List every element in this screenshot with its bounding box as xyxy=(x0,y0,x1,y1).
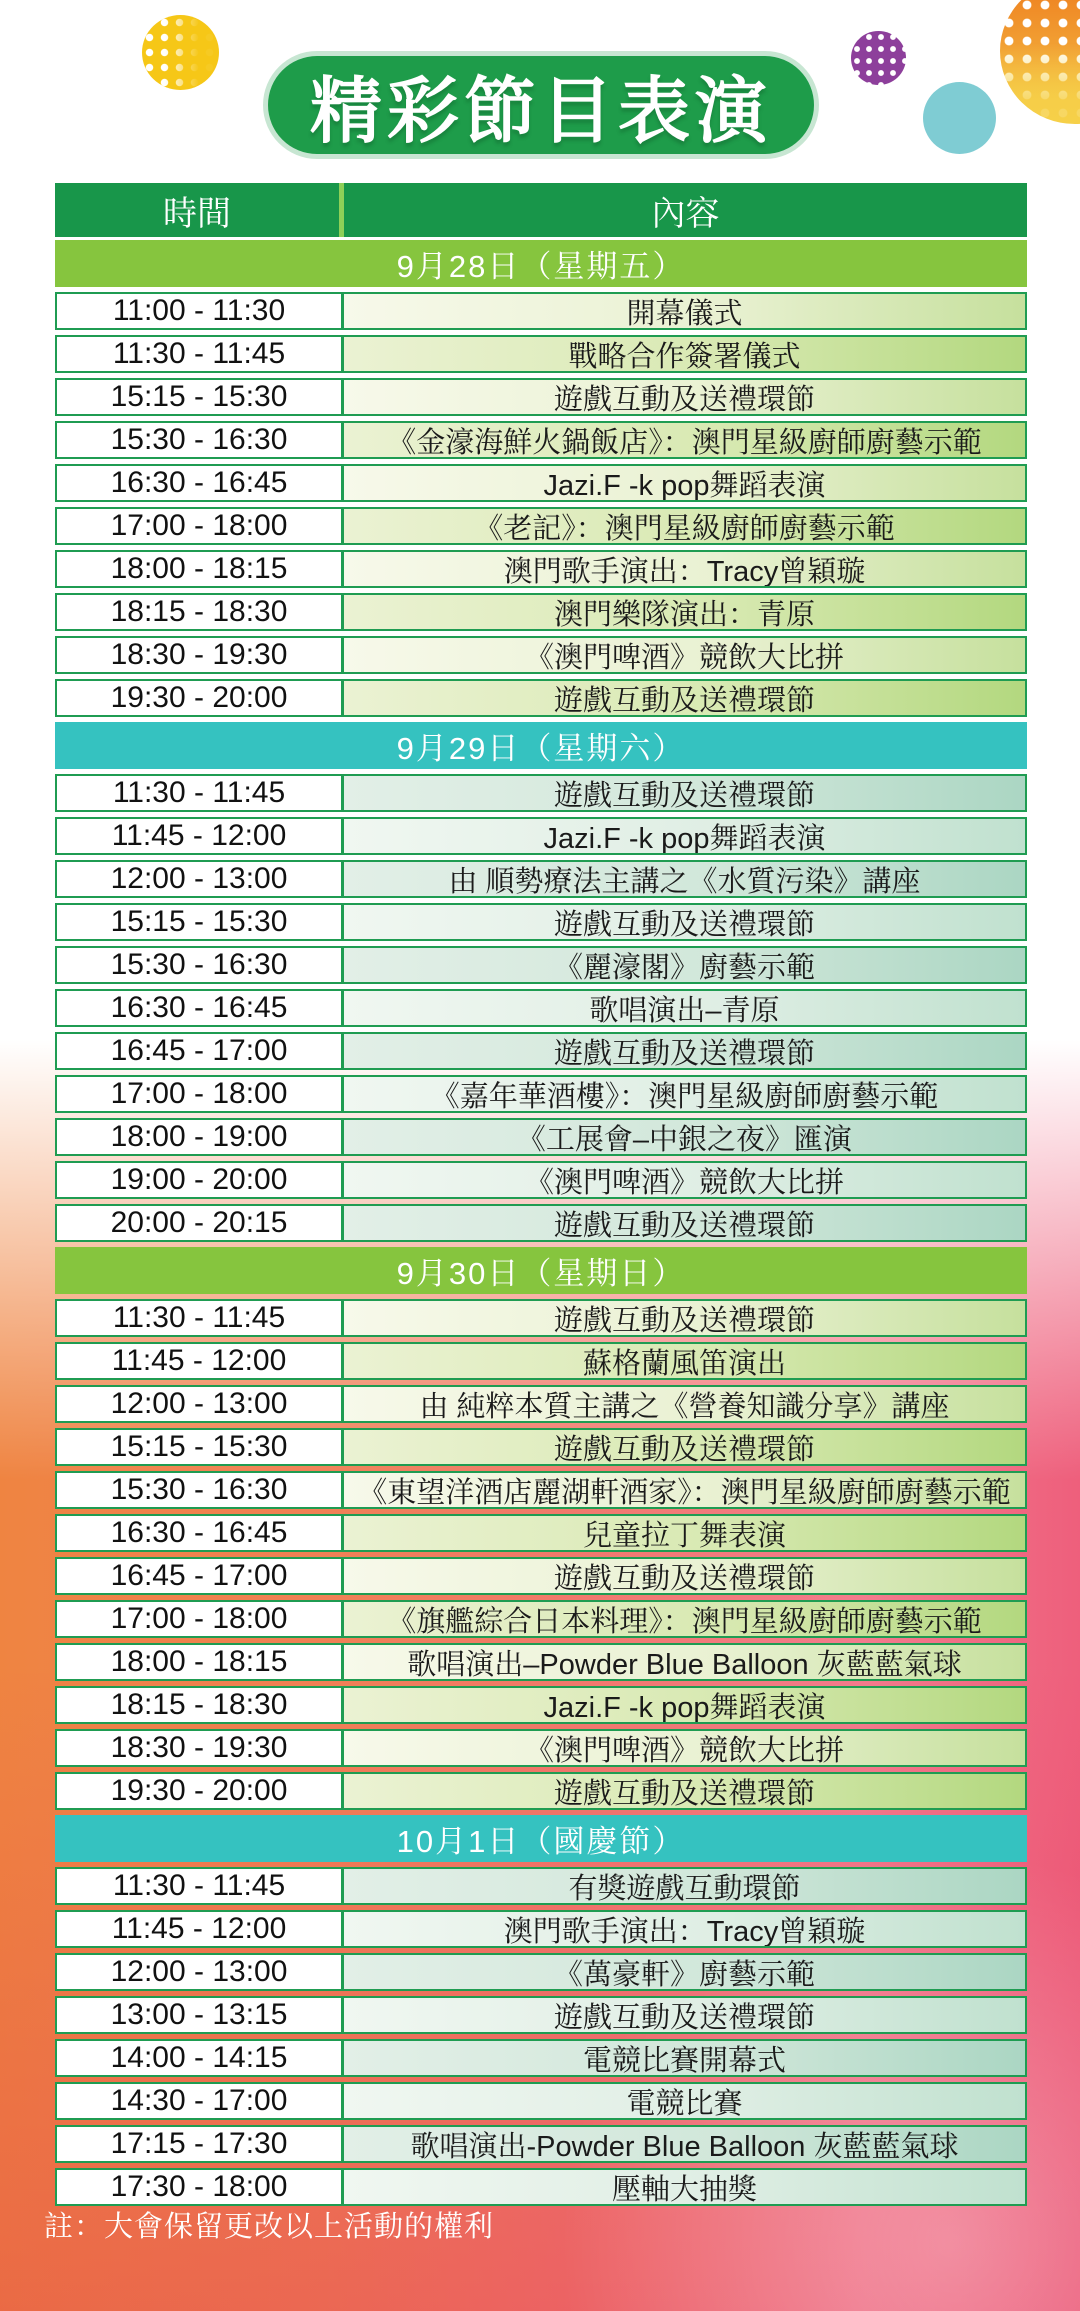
table-row xyxy=(55,2039,1027,2077)
table-row xyxy=(55,989,1027,1027)
table-row xyxy=(55,1910,1027,1948)
time-cell: 19:30 - 20:00 xyxy=(57,681,344,715)
content-cell: 有獎遊戲互動環節 xyxy=(344,1869,1025,1903)
time-cell: 19:00 - 20:00 xyxy=(57,1163,344,1197)
content-cell: 遊戲互動及送禮環節 xyxy=(344,380,1025,414)
content-cell: 遊戲互動及送禮環節 xyxy=(344,776,1025,810)
time-cell: 16:30 - 16:45 xyxy=(57,1516,344,1550)
content-cell: 《東望洋酒店麗湖軒酒家》：澳門星級廚師廚藝示範 xyxy=(344,1473,1025,1507)
time-cell: 11:45 - 12:00 xyxy=(57,1912,344,1946)
table-row xyxy=(55,1342,1027,1380)
time-cell: 16:45 - 17:00 xyxy=(57,1034,344,1068)
time-cell: 12:00 - 13:00 xyxy=(57,862,344,896)
content-cell: 《旗艦綜合日本料理》：澳門星級廚師廚藝示範 xyxy=(344,1602,1025,1636)
content-cell: 《金濠海鮮火鍋飯店》：澳門星級廚師廚藝示範 xyxy=(344,423,1025,457)
table-row xyxy=(55,335,1027,373)
table-row xyxy=(55,817,1027,855)
time-cell: 18:00 - 18:15 xyxy=(57,552,344,586)
content-cell: Jazi.F -k pop舞蹈表演 xyxy=(344,466,1025,500)
time-cell: 11:45 - 12:00 xyxy=(57,1344,344,1378)
table-row xyxy=(55,1867,1027,1905)
table-row xyxy=(55,550,1027,588)
column-header-content: 內容 xyxy=(651,194,720,233)
content-cell: 開幕儀式 xyxy=(344,294,1025,328)
table-row xyxy=(55,860,1027,898)
content-cell: 遊戲互動及送禮環節 xyxy=(344,1559,1025,1593)
time-cell: 12:00 - 13:00 xyxy=(57,1955,344,1989)
time-cell: 18:00 - 19:00 xyxy=(57,1120,344,1154)
date-section-row: 9月29日（星期六） xyxy=(55,722,1027,769)
time-cell: 17:30 - 18:00 xyxy=(57,2170,344,2204)
table-row xyxy=(55,1953,1027,1991)
table-body xyxy=(55,240,1027,2206)
table-row xyxy=(55,378,1027,416)
table-row xyxy=(55,1075,1027,1113)
date-section-row: 9月28日（星期五） xyxy=(55,240,1027,287)
table-row xyxy=(55,1032,1027,1070)
content-cell: 澳門歌手演出：Tracy曾穎璇 xyxy=(344,1912,1025,1946)
time-cell: 15:30 - 16:30 xyxy=(57,1473,344,1507)
time-cell: 18:00 - 18:15 xyxy=(57,1645,344,1679)
table-row xyxy=(55,1299,1027,1337)
table-row xyxy=(55,2125,1027,2163)
time-cell: 11:45 - 12:00 xyxy=(57,819,344,853)
time-cell: 15:15 - 15:30 xyxy=(57,380,344,414)
content-cell: 《麗濠閣》廚藝示範 xyxy=(344,948,1025,982)
table-row xyxy=(55,1204,1027,1242)
dotted-circle-orange-icon xyxy=(1000,0,1080,124)
content-cell: 澳門歌手演出：Tracy曾穎璇 xyxy=(344,552,1025,586)
content-cell: 歌唱演出-Powder Blue Balloon 灰藍藍氣球 xyxy=(344,2127,1025,2161)
dotted-circle-purple-icon xyxy=(851,31,906,85)
content-cell: 《澳門啤酒》競飲大比拼 xyxy=(344,1731,1025,1765)
content-cell: 蘇格蘭風笛演出 xyxy=(344,1344,1025,1378)
table-row xyxy=(55,1729,1027,1767)
table-row xyxy=(55,946,1027,984)
content-cell: 遊戲互動及送禮環節 xyxy=(344,1430,1025,1464)
page-title: 精彩節目表演 xyxy=(309,72,772,152)
time-cell: 16:30 - 16:45 xyxy=(57,466,344,500)
time-cell: 15:15 - 15:30 xyxy=(57,1430,344,1464)
time-cell: 13:00 - 13:15 xyxy=(57,1998,344,2032)
content-cell: 遊戲互動及送禮環節 xyxy=(344,1206,1025,1240)
time-cell: 15:30 - 16:30 xyxy=(57,423,344,457)
table-header-row xyxy=(55,183,1027,237)
time-cell: 18:30 - 19:30 xyxy=(57,638,344,672)
content-cell: 壓軸大抽獎 xyxy=(344,2170,1025,2204)
content-cell: 《澳門啤酒》競飲大比拼 xyxy=(344,638,1025,672)
date-section-row: 10月1日（國慶節） xyxy=(55,1815,1027,1862)
content-cell: 《萬豪軒》廚藝示範 xyxy=(344,1955,1025,1989)
time-cell: 20:00 - 20:15 xyxy=(57,1206,344,1240)
content-cell: 遊戲互動及送禮環節 xyxy=(344,1034,1025,1068)
time-cell: 11:30 - 11:45 xyxy=(57,337,344,371)
content-cell: 遊戲互動及送禮環節 xyxy=(344,1301,1025,1335)
table-row xyxy=(55,636,1027,674)
table-row xyxy=(55,2082,1027,2120)
table-row xyxy=(55,421,1027,459)
content-cell: 戰略合作簽署儀式 xyxy=(344,337,1025,371)
table-row xyxy=(55,2168,1027,2206)
table-row xyxy=(55,1514,1027,1552)
content-cell: 《工展會–中銀之夜》匯演 xyxy=(344,1120,1025,1154)
content-cell: Jazi.F -k pop舞蹈表演 xyxy=(344,1688,1025,1722)
table-row xyxy=(55,464,1027,502)
time-cell: 11:00 - 11:30 xyxy=(57,294,344,328)
time-cell: 17:00 - 18:00 xyxy=(57,1602,344,1636)
time-cell: 16:45 - 17:00 xyxy=(57,1559,344,1593)
dotted-circle-yellow-icon xyxy=(142,15,219,90)
table-row xyxy=(55,1996,1027,2034)
content-cell: 由 純粹本質主講之《營養知識分享》講座 xyxy=(344,1387,1025,1421)
table-row xyxy=(55,1428,1027,1466)
table-row xyxy=(55,1161,1027,1199)
time-cell: 17:00 - 18:00 xyxy=(57,509,344,543)
solid-circle-teal-icon xyxy=(923,82,996,154)
time-cell: 17:15 - 17:30 xyxy=(57,2127,344,2161)
content-cell: 遊戲互動及送禮環節 xyxy=(344,1998,1025,2032)
time-cell: 18:30 - 19:30 xyxy=(57,1731,344,1765)
content-cell: 歌唱演出–青原 xyxy=(344,991,1025,1025)
time-cell: 17:00 - 18:00 xyxy=(57,1077,344,1111)
time-cell: 16:30 - 16:45 xyxy=(57,991,344,1025)
time-cell: 11:30 - 11:45 xyxy=(57,776,344,810)
table-row xyxy=(55,507,1027,545)
content-cell: 《老記》：澳門星級廚師廚藝示範 xyxy=(344,509,1025,543)
table-row xyxy=(55,774,1027,812)
time-cell: 14:30 - 17:00 xyxy=(57,2084,344,2118)
content-cell: 澳門樂隊演出：青原 xyxy=(344,595,1025,629)
table-row xyxy=(55,1686,1027,1724)
content-cell: Jazi.F -k pop舞蹈表演 xyxy=(344,819,1025,853)
content-cell: 遊戲互動及送禮環節 xyxy=(344,905,1025,939)
time-cell: 19:30 - 20:00 xyxy=(57,1774,344,1808)
time-cell: 12:00 - 13:00 xyxy=(57,1387,344,1421)
table-row xyxy=(55,679,1027,717)
content-cell: 兒童拉丁舞表演 xyxy=(344,1516,1025,1550)
time-cell: 15:15 - 15:30 xyxy=(57,905,344,939)
table-row xyxy=(55,292,1027,330)
content-cell: 電競比賽 xyxy=(344,2084,1025,2118)
time-cell: 11:30 - 11:45 xyxy=(57,1869,344,1903)
table-row xyxy=(55,1643,1027,1681)
content-cell: 電競比賽開幕式 xyxy=(344,2041,1025,2075)
table-row xyxy=(55,1600,1027,1638)
time-cell: 15:30 - 16:30 xyxy=(57,948,344,982)
table-row xyxy=(55,1118,1027,1156)
date-section-row: 9月30日（星期日） xyxy=(55,1247,1027,1294)
table-row xyxy=(55,593,1027,631)
content-cell: 遊戲互動及送禮環節 xyxy=(344,681,1025,715)
content-cell: 《嘉年華酒樓》：澳門星級廚師廚藝示範 xyxy=(344,1077,1025,1111)
table-row xyxy=(55,1385,1027,1423)
content-cell: 遊戲互動及送禮環節 xyxy=(344,1774,1025,1808)
title-banner xyxy=(268,56,814,154)
table-row xyxy=(55,1557,1027,1595)
content-cell: 由 順勢療法主講之《水質污染》講座 xyxy=(344,862,1025,896)
table-row xyxy=(55,903,1027,941)
time-cell: 18:15 - 18:30 xyxy=(57,595,344,629)
schedule-table xyxy=(55,183,1027,2211)
column-header-time: 時間 xyxy=(55,183,344,237)
table-row xyxy=(55,1471,1027,1509)
time-cell: 11:30 - 11:45 xyxy=(57,1301,344,1335)
table-row xyxy=(55,1772,1027,1810)
footer-note: 註：大會保留更改以上活動的權利 xyxy=(44,2211,495,2243)
time-cell: 18:15 - 18:30 xyxy=(57,1688,344,1722)
content-cell: 《澳門啤酒》競飲大比拼 xyxy=(344,1163,1025,1197)
time-cell: 14:00 - 14:15 xyxy=(57,2041,344,2075)
content-cell: 歌唱演出–Powder Blue Balloon 灰藍藍氣球 xyxy=(344,1645,1025,1679)
